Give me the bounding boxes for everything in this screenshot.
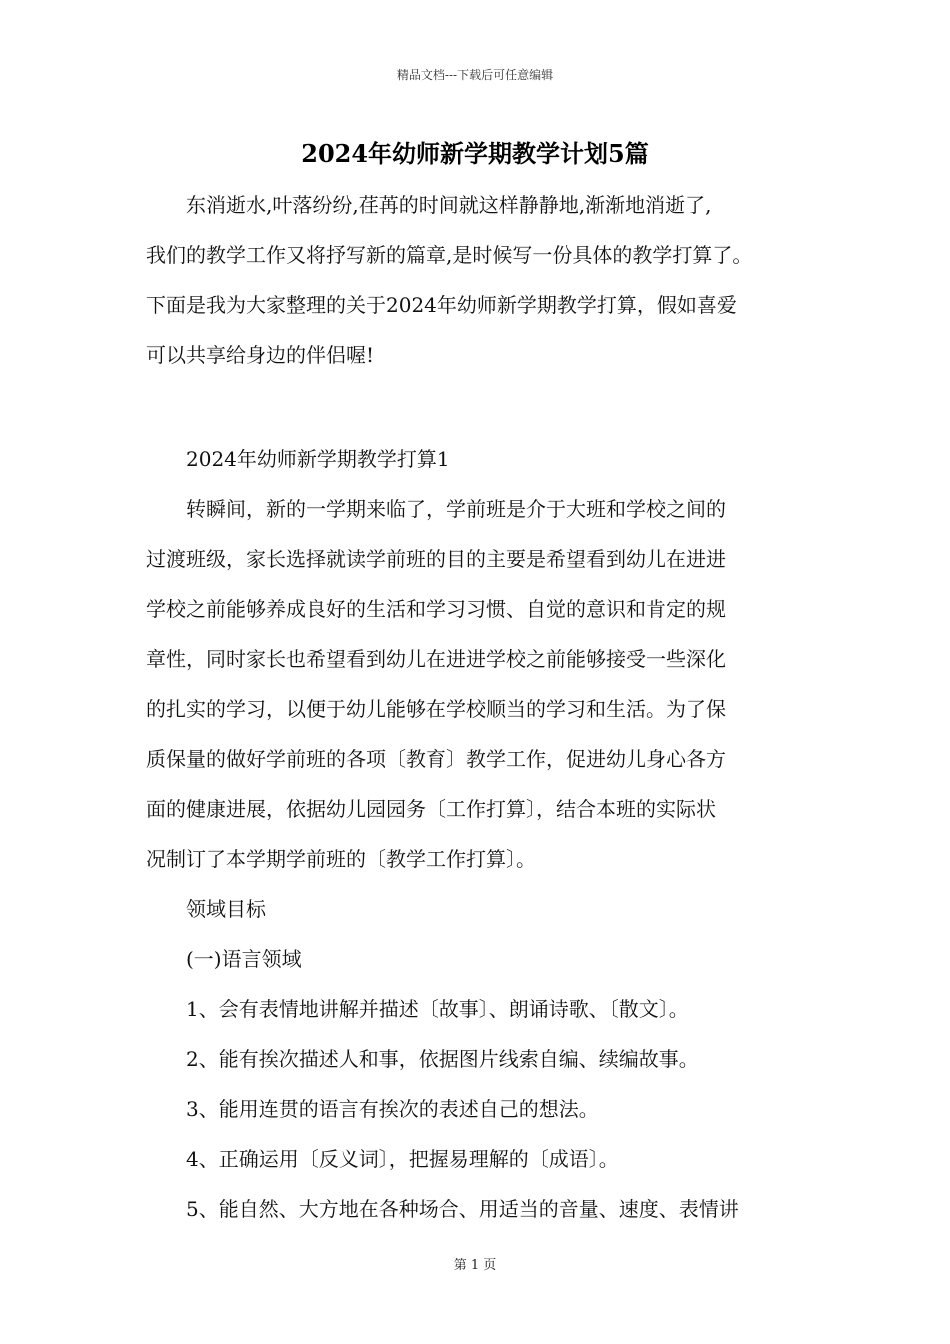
paragraph-line: 过渡班级，家长选择就读学前班的目的主要是希望看到幼儿在进进 <box>146 547 726 571</box>
paragraph-line: 学校之前能够养成良好的生活和学习习惯、自觉的意识和肯定的规 <box>146 597 726 621</box>
list-item: 1、会有表情地讲解并描述〔故事〕、朗诵诗歌、〔散文〕。 <box>186 997 689 1021</box>
domain-goals-heading: 领域目标 <box>186 897 266 921</box>
list-item: 5、能自然、大方地在各种场合、用适当的音量、速度、表情讲 <box>186 1197 739 1221</box>
section-heading: 2024年幼师新学期教学打算1 <box>186 447 450 471</box>
list-item: 4、正确运用〔反义词〕，把握易理解的〔成语〕。 <box>186 1147 619 1171</box>
intro-line: 东消逝水,叶落纷纷,荏苒的时间就这样静静地,渐渐地消逝了, <box>186 193 712 217</box>
paragraph-line: 质保量的做好学前班的各项〔教育〕教学工作，促进幼儿身心各方 <box>146 747 726 771</box>
page-number: 第 1 页 <box>453 1258 497 1273</box>
paragraph-line: 面的健康进展，依据幼儿园园务〔工作打算〕，结合本班的实际状 <box>146 797 716 821</box>
paragraph-line: 的扎实的学习，以便于幼儿能够在学校顺当的学习和生活。为了保 <box>146 697 726 721</box>
intro-line: 下面是我为大家整理的关于2024年幼师新学期教学打算，假如喜爱 <box>146 293 737 317</box>
paragraph-line: 章性，同时家长也希望看到幼儿在进进学校之前能够接受一些深化 <box>146 647 726 671</box>
document-body <box>146 180 816 1234</box>
document-title: 2024年幼师新学期教学计划5篇 <box>301 139 649 168</box>
intro-line: 我们的教学工作又将抒写新的篇章,是时候写一份具体的教学打算了。 <box>146 243 753 267</box>
spacer <box>146 380 816 434</box>
intro-line: 可以共享给身边的伴侣喔! <box>146 343 375 367</box>
list-item: 2、能有挨次描述人和事，依据图片线索自编、续编故事。 <box>186 1047 699 1071</box>
paragraph-line: 转瞬间，新的一学期来临了，学前班是介于大班和学校之间的 <box>186 497 726 521</box>
list-item: 3、能用连贯的语言有挨次的表述自己的想法。 <box>186 1097 599 1121</box>
page-header: 精品文档---下载后可任意编辑 <box>396 68 554 82</box>
paragraph-line: 况制订了本学期学前班的〔教学工作打算〕。 <box>146 847 536 871</box>
language-domain-heading: (一)语言领域 <box>186 947 302 971</box>
